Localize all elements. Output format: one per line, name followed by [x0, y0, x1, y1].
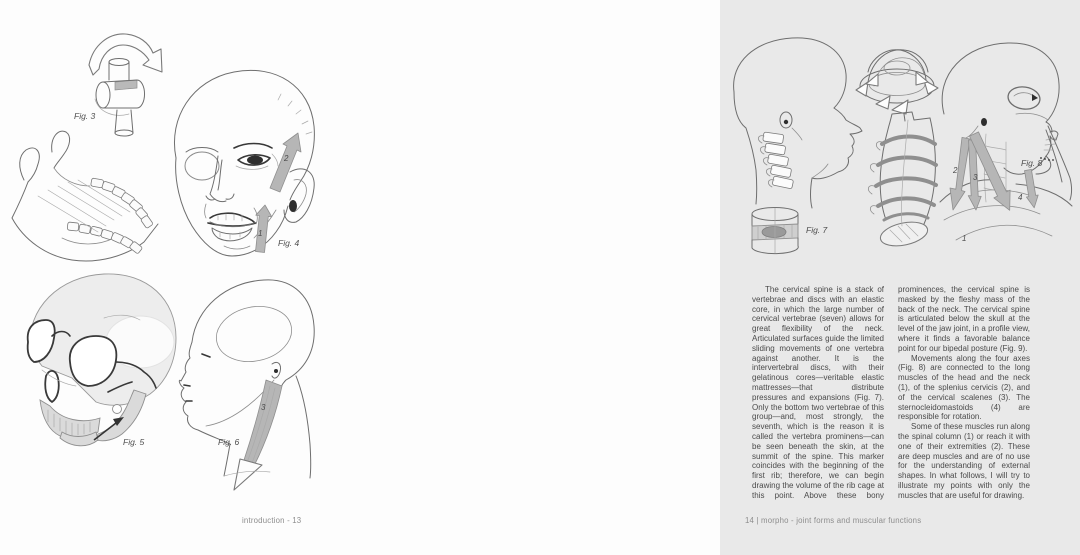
fig8-arrow-4: [1025, 169, 1039, 207]
page-footer-left: introduction - 13: [242, 516, 302, 525]
fig3-label: Fig. 3: [74, 111, 96, 121]
fig6-arrow-head: [234, 459, 262, 490]
cervical-vertebrae-stack: [758, 132, 793, 189]
fig8-arrow-number-4: 4: [1018, 193, 1023, 202]
fig8-arrow-number-3: 3: [973, 173, 978, 182]
fig7-label: Fig. 7: [806, 225, 828, 235]
fig5-label: Fig. 5: [123, 437, 145, 447]
fig6-arrow-number-3: 3: [261, 403, 266, 412]
fig8-skull-neck-muscles-drawing: [920, 34, 1080, 264]
fig4-arrow-number-1: 1: [258, 229, 263, 238]
fig4-arrow-number-2: 2: [284, 154, 289, 163]
body-paragraph-2: Movements along the four axes (Fig. 8) are connected to the long muscles of the head and the neck (1), of the splenius cervicis (2), and of the cervical scalenes (3). The sternocleidomastoids (4) are responsible for rotation.: [898, 353, 1030, 422]
mandible-drawing: [2, 118, 164, 263]
fig6-label: Fig. 6: [218, 437, 240, 447]
body-text: [752, 285, 1030, 503]
right-page: [360, 0, 1043, 555]
disc-cross-section: [752, 208, 798, 254]
page-footer-right: 14 | morpho - joint forms and muscular functions: [745, 516, 922, 525]
fig8-label: Fig. 8: [1021, 158, 1043, 168]
lower-teeth-row: [67, 222, 143, 254]
fig6-scm-muscle-band: [244, 380, 282, 466]
upper-teeth-row: [91, 178, 154, 229]
fig8-arrow-number-2: 2: [953, 166, 958, 175]
fig8-arrow-number-1: 1: [962, 234, 967, 243]
body-paragraph-1: The cervical spine is a stack of vertebrae and discs with an elastic core, in which the large number of cervical vertebrae (seven) allows for great flexibility of the neck. Articulated surfaces guide the limited sliding movements of one vertebra against another. It is the intervertebral discs, with their gelatinous cores—veritable elastic mattresses—that distribute pressures and expansions (Fig. 7). Only the bottom two vertebrae of this group—and, most strongly, the seventh, which is the reason it is called the vertebra prominens—can be seen beneath the skin, at the summit of the spine. This marker coincides with the beginning of the first rib; therefore, we can begin drawing the volume of the rib cage at this point. Above these bony prominences, the cervical spine is masked by the fleshy mass of the back of the neck. The cervical spine is articulated below the skull at the level of the jaw joint, in a profile view, where it finds a favorable balance point for our bipedal posture (Fig. 9).: [752, 285, 1030, 500]
left-page: [0, 0, 360, 555]
fig4-head-drawing: [158, 60, 324, 268]
fig4-label: Fig. 4: [278, 238, 300, 248]
fig5-skull-drawing: [12, 258, 180, 456]
fig6-profile-head-drawing: [178, 264, 324, 494]
body-paragraph-3: Some of these muscles run along the spinal column (1) or reach it with one of their extremities (2). These are deep muscles and are of no use for the understanding of external shapes. In what follows, I will try to illustrate my points with only the muscles that are useful for drawing.: [898, 422, 1030, 500]
